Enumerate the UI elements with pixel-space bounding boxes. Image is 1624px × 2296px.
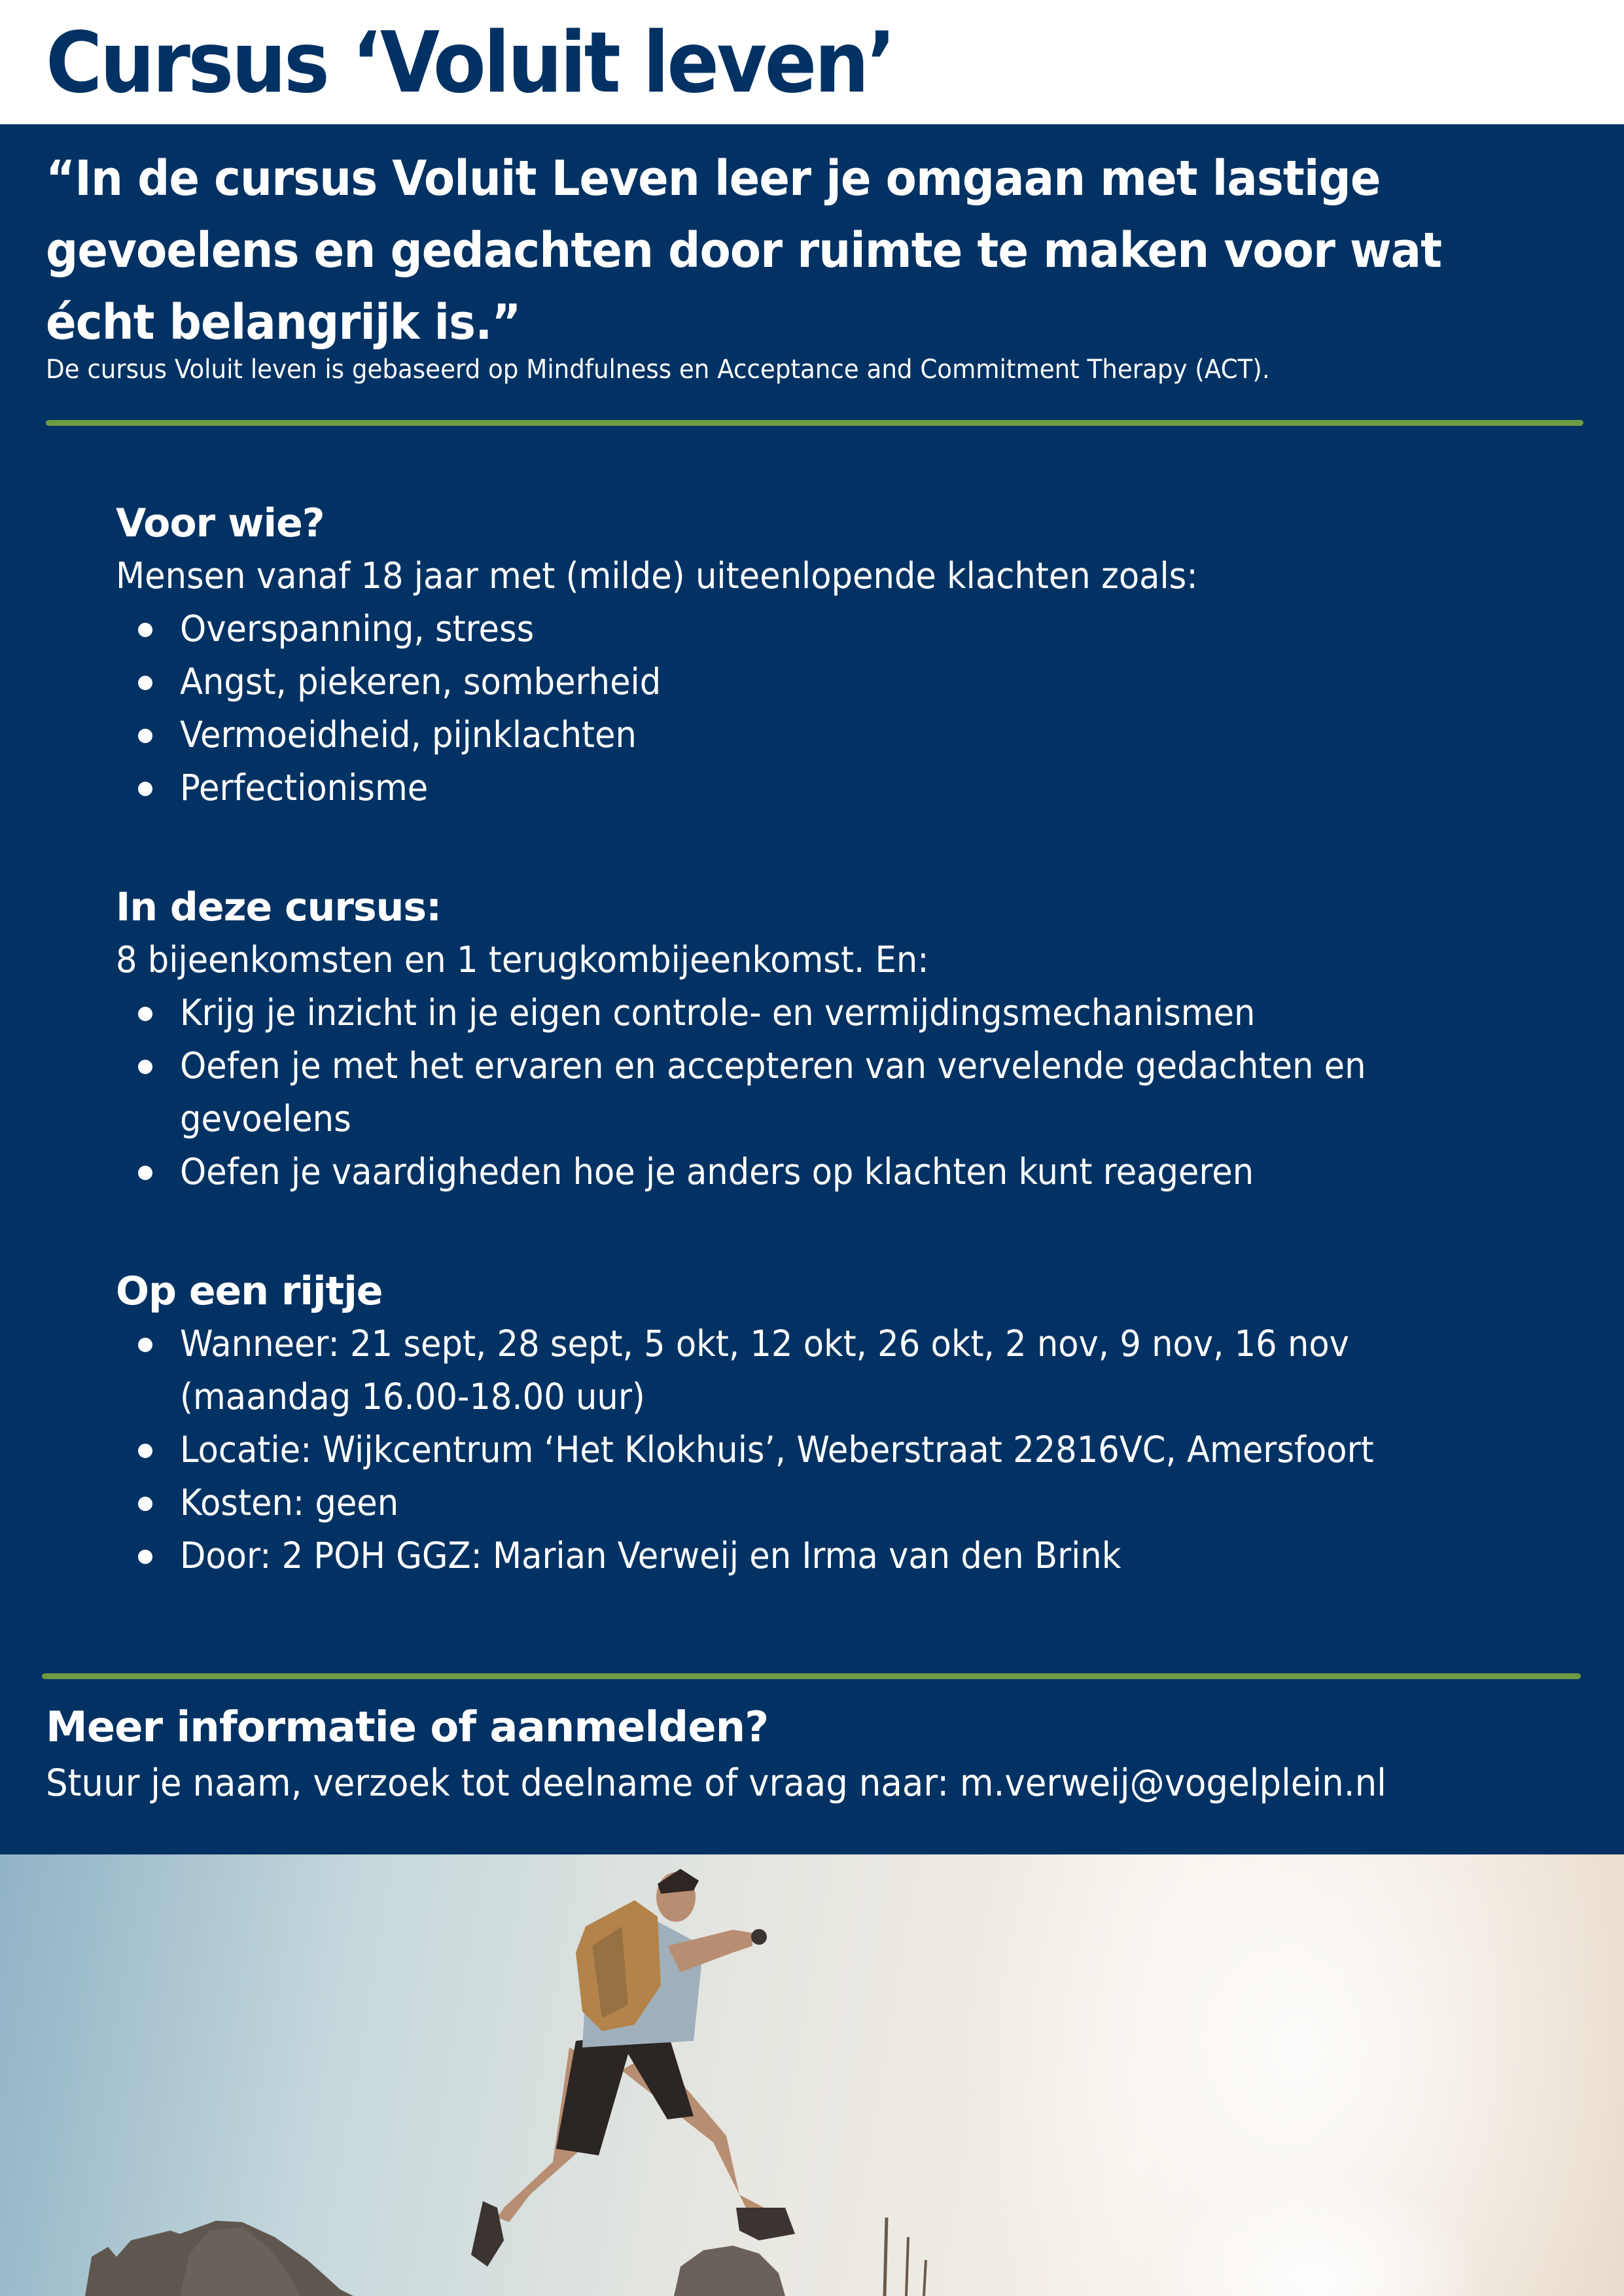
- bullet-list: [116, 602, 1555, 814]
- section-heading: In deze cursus:: [116, 884, 442, 930]
- bullet-icon: [138, 1550, 152, 1564]
- bullet-list: [116, 1317, 1555, 1582]
- contact-text[interactable]: Stuur je naam, verzoek tot deelname of vraag naar: m.verweij@vogelplein.nl: [46, 1762, 1386, 1805]
- hiker-photo: [0, 1854, 1624, 2296]
- divider: [46, 420, 1583, 426]
- hiker-illustration: [0, 1854, 1624, 2296]
- list-item: Angst, piekeren, somberheid: [116, 655, 1555, 708]
- list-item: Oefen je met het ervaren en accepteren van vervelende gedachten en gevoelens: [116, 1039, 1547, 1145]
- list-item: Overspanning, stress: [116, 602, 1555, 655]
- list-item: Perfectionisme: [116, 761, 1555, 814]
- section-lead: 8 bijeenkomsten en 1 terugkombijeenkomst. En:: [116, 939, 929, 981]
- list-item: Krijg je inzicht in je eigen controle- en vermijdingsmechanismen: [116, 986, 1555, 1039]
- bullet-icon: [138, 1444, 152, 1458]
- bullet-icon: [138, 1060, 152, 1074]
- section-heading: Op een rijtje: [116, 1268, 383, 1314]
- bullet-icon: [138, 1007, 152, 1021]
- contact-heading: Meer informatie of aanmelden?: [46, 1703, 769, 1752]
- quote-line: “In de cursus Voluit Leven leer je omgaan met lastige: [46, 150, 1381, 207]
- bullet-icon: [138, 676, 152, 690]
- list-item: Kosten: geen: [116, 1476, 1555, 1529]
- section-voor-wie: [116, 497, 1555, 814]
- contact-section: [46, 1699, 1583, 1811]
- bullet-icon: [138, 1497, 152, 1511]
- section-op-een-rijtje: [116, 1265, 1555, 1582]
- list-item: Oefen je vaardigheden hoe je anders op klachten kunt reageren: [116, 1145, 1555, 1198]
- bullet-icon: [138, 1338, 152, 1352]
- section-heading: Voor wie?: [116, 500, 325, 546]
- bullet-icon: [138, 729, 152, 743]
- quote-block: [46, 143, 1470, 358]
- bullet-list: [116, 986, 1555, 1198]
- quote-line: gevoelens en gedachten door ruimte te maken voor wat: [46, 222, 1442, 279]
- list-item: Door: 2 POH GGZ: Marian Verweij en Irma van den Brink: [116, 1529, 1555, 1582]
- bullet-icon: [138, 782, 152, 796]
- intro-text: De cursus Voluit leven is gebaseerd op Mindfulness en Acceptance and Commitment Therapy (ACT).: [46, 355, 1270, 385]
- section-lead: Mensen vanaf 18 jaar met (milde) uiteenlopende klachten zoals:: [116, 555, 1198, 597]
- content-panel: [0, 124, 1624, 1854]
- bullet-icon: [138, 1166, 152, 1180]
- section-in-deze-cursus: [116, 881, 1555, 1198]
- bullet-icon: [138, 623, 152, 637]
- title-bar: [0, 0, 1624, 124]
- divider: [42, 1673, 1581, 1679]
- quote-line: écht belangrijk is.”: [46, 294, 521, 351]
- list-item: Wanneer: 21 sept, 28 sept, 5 okt, 12 okt, 26 okt, 2 nov, 9 nov, 16 nov (maandag 16.00-18.00 uur): [116, 1317, 1547, 1423]
- list-item: Vermoeidheid, pijnklachten: [116, 708, 1555, 761]
- list-item: Locatie: Wijkcentrum ‘Het Klokhuis’, Weberstraat 22816VC, Amersfoort: [116, 1423, 1555, 1476]
- page-title: Cursus ‘Voluit leven’: [46, 14, 894, 112]
